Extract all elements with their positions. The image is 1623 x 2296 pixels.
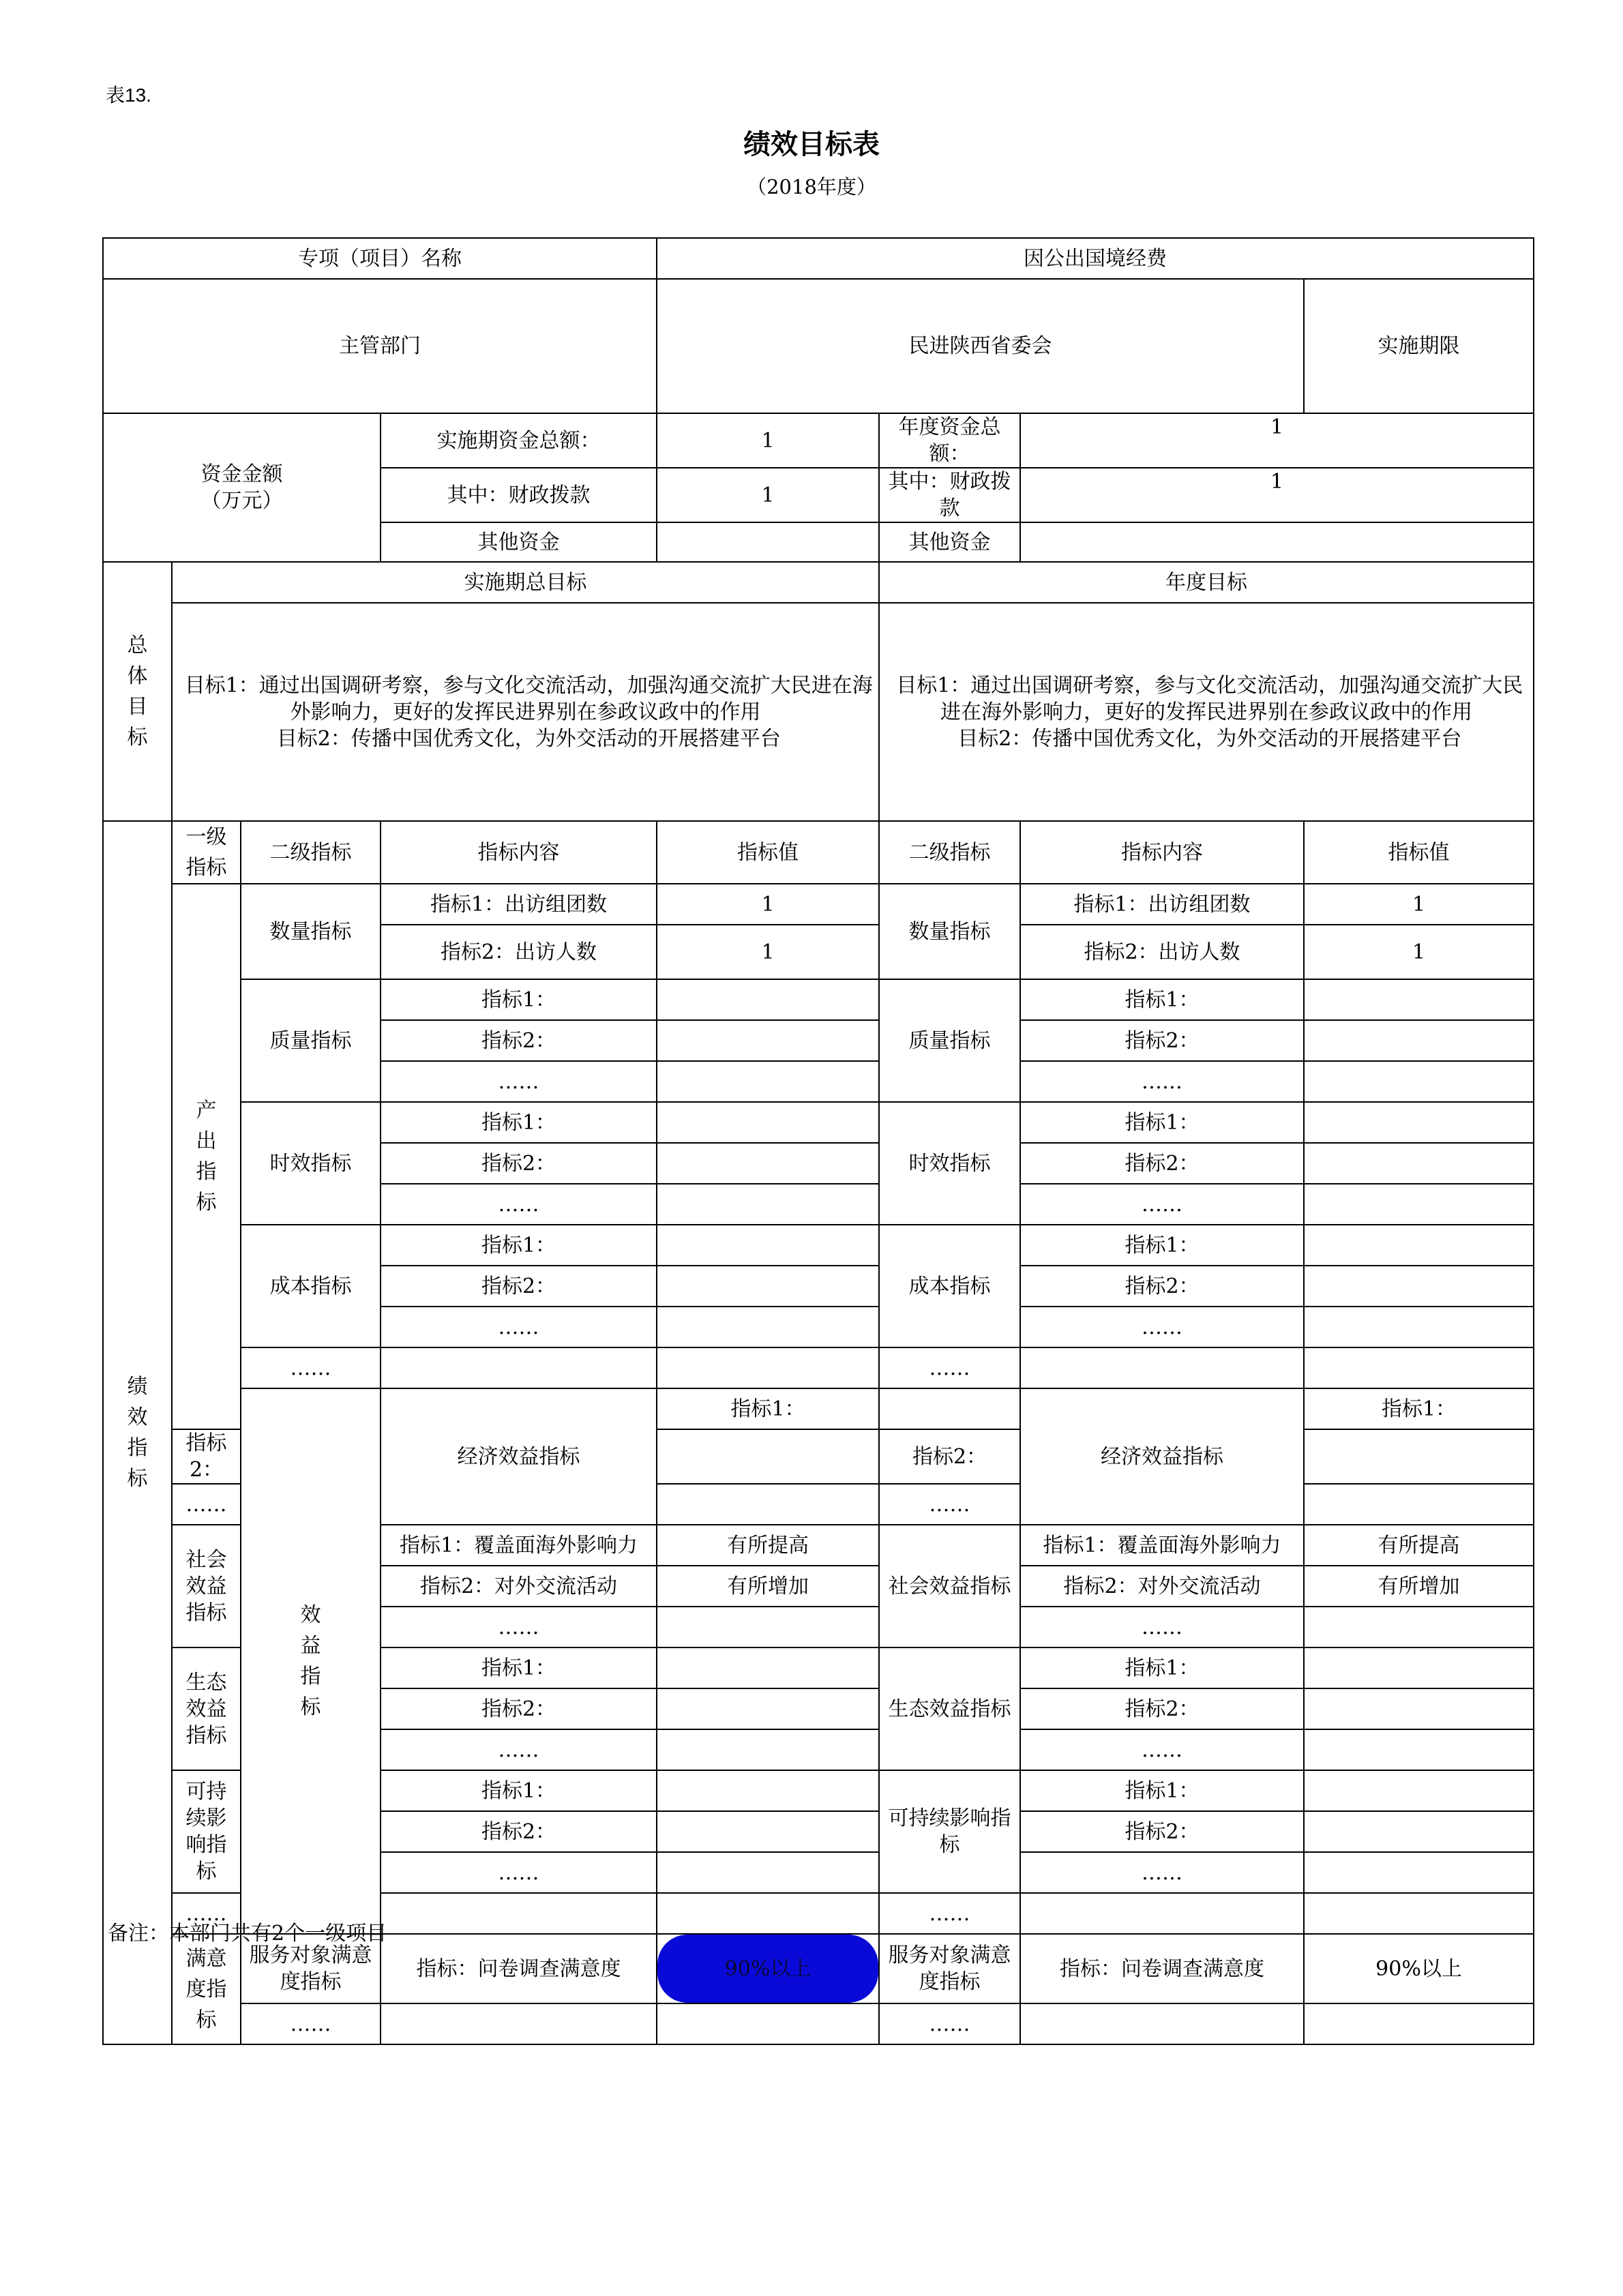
annual-total-value: 1 xyxy=(1020,413,1534,468)
service-value: 90%以上 xyxy=(657,1935,878,2003)
col-level1: 一级指标 xyxy=(172,821,241,884)
col-content: 指标内容 xyxy=(381,821,657,884)
ecological-i2: 指标2： xyxy=(381,1688,657,1729)
footnote: 备注：本部门共有2个一级项目 xyxy=(108,1922,387,1945)
quantity-v2: 1 xyxy=(657,925,879,979)
cost-i2-annual: 指标2： xyxy=(1020,1266,1304,1307)
quantity-v1: 1 xyxy=(657,884,879,925)
quantity-i1: 指标1：出访组团数 xyxy=(381,884,657,925)
ecological-label: 生态效益指标 xyxy=(172,1648,241,1770)
performance-goal-table xyxy=(102,237,1534,2045)
col-value: 指标值 xyxy=(657,821,879,884)
cost-more: …… xyxy=(381,1307,657,1347)
timeliness-i1-annual: 指标1： xyxy=(1020,1102,1304,1143)
service-indicator: 指标：问卷调查满意度 xyxy=(381,1934,657,2003)
ecological-more: …… xyxy=(381,1729,657,1770)
sustainable-i2-annual: 指标2： xyxy=(1020,1811,1304,1852)
impl-fiscal-value: 1 xyxy=(657,468,879,522)
social-i1-annual: 指标1：覆盖面海外影响力 xyxy=(1020,1525,1304,1566)
annual-fiscal-label: 其中：财政拨款 xyxy=(879,468,1020,522)
economic-more: …… xyxy=(172,1484,241,1525)
col-value-annual: 指标值 xyxy=(1304,821,1534,884)
timeliness-more-annual: …… xyxy=(1020,1184,1304,1225)
service-label-annual: 服务对象满意度指标 xyxy=(879,1934,1020,2003)
social-label: 社会效益指标 xyxy=(172,1525,241,1648)
sustainable-label: 可持续影响指标 xyxy=(172,1770,241,1893)
cost-label: 成本指标 xyxy=(241,1225,381,1347)
page-subtitle: （2018年度） xyxy=(747,175,876,198)
timeliness-i2-annual: 指标2： xyxy=(1020,1143,1304,1184)
timeliness-label: 时效指标 xyxy=(241,1102,381,1225)
impl-goal-text: 目标1：通过出国调研考察，参与文化交流活动，加强沟通交流扩大民进在海外影响力，更好的发挥民进界别在参政议政中的作用 目标2：传播中国优秀文化，为外交活动的开展搭建平台 xyxy=(172,603,879,821)
col-content-annual: 指标内容 xyxy=(1020,821,1304,884)
social-more-annual: …… xyxy=(1020,1607,1304,1648)
ecological-i1-annual: 指标1： xyxy=(1020,1648,1304,1688)
page-title: 绩效目标表 xyxy=(743,129,880,160)
economic-i2: 指标2： xyxy=(172,1429,241,1484)
cost-i2: 指标2： xyxy=(381,1266,657,1307)
sustainable-label-annual: 可持续影响指标 xyxy=(879,1770,1020,1893)
social-v2-annual: 有所增加 xyxy=(1304,1566,1534,1607)
cost-i1: 指标1： xyxy=(381,1225,657,1266)
impl-total-value: 1 xyxy=(657,413,879,468)
quality-label: 质量指标 xyxy=(241,979,381,1102)
service-value-highlighted xyxy=(657,1934,879,2003)
impl-goal-heading: 实施期总目标 xyxy=(172,562,879,603)
economic-i1: 指标1： xyxy=(657,1388,879,1429)
annual-other-value xyxy=(1020,522,1534,562)
economic-i1-annual: 指标1： xyxy=(1304,1388,1534,1429)
satisfaction-indicator-label: 满意度指标 xyxy=(172,1934,241,2044)
output-indicator-label: 产出指标 xyxy=(172,884,241,1429)
quantity-label-annual: 数量指标 xyxy=(879,884,1020,979)
sustainable-more-annual: …… xyxy=(1020,1852,1304,1893)
timeliness-i1: 指标1： xyxy=(381,1102,657,1143)
output-more: …… xyxy=(241,1347,381,1388)
annual-goal-text: 目标1：通过出国调研考察，参与文化交流活动，加强沟通交流扩大民进在海外影响力，更好的发挥民进界别在参政议政中的作用 目标2：传播中国优秀文化，为外交活动的开展搭建平台 xyxy=(879,603,1534,821)
service-label: 服务对象满意度指标 xyxy=(241,1934,381,2003)
quantity-i2: 指标2：出访人数 xyxy=(381,925,657,979)
impl-other-value xyxy=(657,522,879,562)
performance-indicator-label: 绩效指标 xyxy=(103,821,172,2044)
dept-label: 主管部门 xyxy=(103,279,657,413)
cost-label-annual: 成本指标 xyxy=(879,1225,1020,1347)
overall-goal-label: 总体目标 xyxy=(103,562,172,821)
economic-label-annual: 经济效益指标 xyxy=(1020,1388,1304,1525)
timeliness-label-annual: 时效指标 xyxy=(879,1102,1020,1225)
quantity-i1-annual: 指标1：出访组团数 xyxy=(1020,884,1304,925)
quantity-v1-annual: 1 xyxy=(1304,884,1534,925)
economic-label: 经济效益指标 xyxy=(381,1388,657,1525)
economic-more-annual: …… xyxy=(879,1484,1020,1525)
quality-i1: 指标1： xyxy=(381,979,657,1020)
social-i2-annual: 指标2：对外交流活动 xyxy=(1020,1566,1304,1607)
period-label: 实施期限 xyxy=(1304,279,1534,413)
annual-fiscal-value: 1 xyxy=(1020,468,1534,522)
output-more-annual: …… xyxy=(879,1347,1020,1388)
social-more: …… xyxy=(381,1607,657,1648)
ecological-i2-annual: 指标2： xyxy=(1020,1688,1304,1729)
table-number: 表13. xyxy=(106,85,151,106)
dept-value: 民进陕西省委会 xyxy=(657,279,1304,413)
social-v1-annual: 有所提高 xyxy=(1304,1525,1534,1566)
sustainable-i2: 指标2： xyxy=(381,1811,657,1852)
quality-more-annual: …… xyxy=(1020,1061,1304,1102)
project-name-label: 专项（项目）名称 xyxy=(103,238,657,279)
ecological-label-annual: 生态效益指标 xyxy=(879,1648,1020,1770)
service-indicator-annual: 指标：问卷调查满意度 xyxy=(1020,1934,1304,2003)
project-name-value: 因公出国境经费 xyxy=(657,238,1534,279)
quantity-i2-annual: 指标2：出访人数 xyxy=(1020,925,1304,979)
satisfaction-more: …… xyxy=(241,2003,381,2044)
quality-i1-annual: 指标1： xyxy=(1020,979,1304,1020)
impl-other-label: 其他资金 xyxy=(381,522,657,562)
impl-fiscal-label: 其中：财政拨款 xyxy=(381,468,657,522)
timeliness-i2: 指标2： xyxy=(381,1143,657,1184)
annual-total-label: 年度资金总额： xyxy=(879,413,1020,468)
quality-more: …… xyxy=(381,1061,657,1102)
social-v1: 有所提高 xyxy=(657,1525,879,1566)
annual-other-label: 其他资金 xyxy=(879,522,1020,562)
ecological-i1: 指标1： xyxy=(381,1648,657,1688)
timeliness-more: …… xyxy=(381,1184,657,1225)
social-v2: 有所增加 xyxy=(657,1566,879,1607)
service-value-annual: 90%以上 xyxy=(1304,1934,1534,2003)
col-level2-annual: 二级指标 xyxy=(879,821,1020,884)
sustainable-more: …… xyxy=(381,1852,657,1893)
quantity-label: 数量指标 xyxy=(241,884,381,979)
social-i1: 指标1：覆盖面海外影响力 xyxy=(381,1525,657,1566)
sustainable-i1-annual: 指标1： xyxy=(1020,1770,1304,1811)
sustainable-i1: 指标1： xyxy=(381,1770,657,1811)
impl-total-label: 实施期资金总额： xyxy=(381,413,657,468)
quality-i2: 指标2： xyxy=(381,1020,657,1061)
quality-label-annual: 质量指标 xyxy=(879,979,1020,1102)
social-label-annual: 社会效益指标 xyxy=(879,1525,1020,1648)
social-i2: 指标2：对外交流活动 xyxy=(381,1566,657,1607)
funds-label: 资金金额 （万元） xyxy=(103,413,381,562)
cost-i1-annual: 指标1： xyxy=(1020,1225,1304,1266)
satisfaction-more-annual: …… xyxy=(879,2003,1020,2044)
benefit-more-annual: …… xyxy=(879,1893,1020,1934)
annual-goal-heading: 年度目标 xyxy=(879,562,1534,603)
benefit-indicator-label: 效益指标 xyxy=(241,1388,381,1934)
quality-i2-annual: 指标2： xyxy=(1020,1020,1304,1061)
cost-more-annual: …… xyxy=(1020,1307,1304,1347)
quantity-v2-annual: 1 xyxy=(1304,925,1534,979)
economic-i2-annual: 指标2： xyxy=(879,1429,1020,1484)
col-level2: 二级指标 xyxy=(241,821,381,884)
benefit-more: …… xyxy=(172,1893,241,1934)
ecological-more-annual: …… xyxy=(1020,1729,1304,1770)
